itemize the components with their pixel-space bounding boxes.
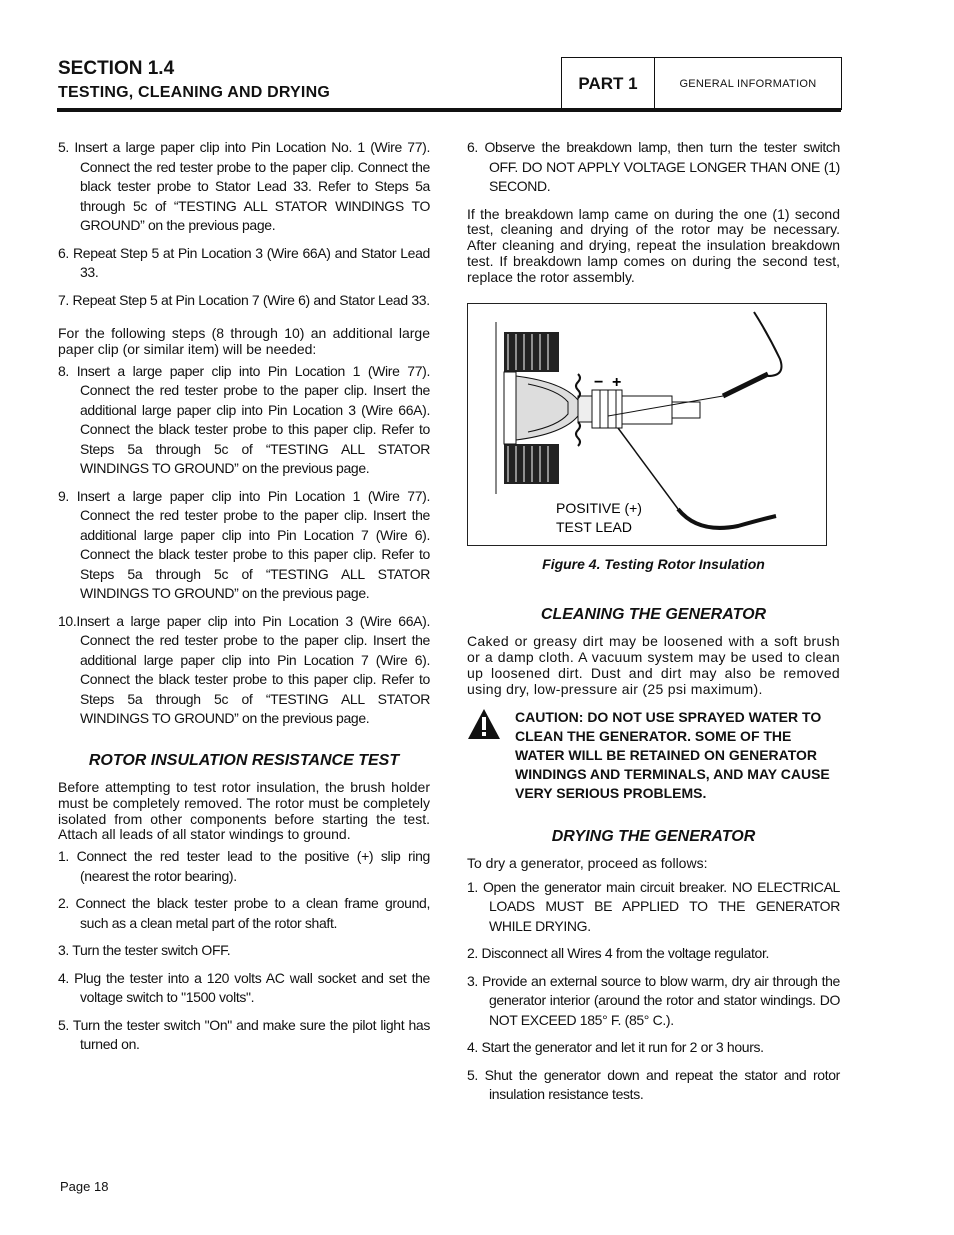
- list-item: 7. Repeat Step 5 at Pin Location 7 (Wire 6) and Stator Lead 33.: [58, 291, 430, 308]
- list-item: 1. Open the generator main circuit breaker. NO ELECTRICAL LOADS MUST BE APPLIED TO THE GENERATOR WHILE DRYING.: [467, 878, 840, 934]
- heading-rotor: ROTOR INSULATION RESISTANCE TEST: [88, 751, 400, 769]
- list-item: 9. Insert a large paper clip into Pin Location 1 (Wire 77). Connect the red tester probe to the paper clip. Insert the additional large paper clip into Pin Location 7 (Wire 6). Connect the black tester probe to this paper clip. Refer to Steps 5a through 5c of “TESTING ALL STATOR WINDINGS TO GROUND” on the previous page.: [58, 487, 430, 602]
- list-item: 2. Connect the black tester probe to a clean frame ground, such as a clean metal part of the rotor shaft.: [58, 895, 430, 931]
- caution-block: [467, 708, 840, 803]
- list-item: 10.Insert a large paper clip into Pin Location 3 (Wire 66A). Connect the red tester probe to the paper clip. Insert the additional large paper clip into Pin Location 7 (Wire 6). Connect the black tester probe to this paper clip. Refer to Steps 5a through 5c of “TESTING ALL STATOR WINDINGS TO GROUND” on the previous page.: [58, 612, 430, 727]
- list-item: 4. Start the generator and let it run for 2 or 3 hours.: [467, 1039, 764, 1056]
- list-item: 6. Repeat Step 5 at Pin Location 3 (Wire 66A) and Stator Lead 33.: [58, 244, 430, 280]
- paragraph: Caked or greasy dirt may be loosened with a soft brush or a damp cloth. A vacuum system may be used to clean up loosened dirt. Dust and dirt may also be removed using dry, low-pressure air (25 psi maximum).: [467, 633, 840, 697]
- figure-rotor-insulation: [467, 303, 827, 546]
- part-info: GENERAL INFORMATION: [679, 78, 817, 90]
- list-item: 6. Observe the breakdown lamp, then turn the tester switch OFF. DO NOT APPLY VOLTAGE LONGER THAN ONE (1) SECOND.: [467, 139, 840, 194]
- right-column: [467, 138, 840, 1113]
- heading-drying: DRYING THE GENERATOR: [551, 827, 756, 845]
- part-label: PART 1: [562, 58, 655, 110]
- section-title: SECTION 1.4: [58, 58, 175, 79]
- figure-label-line1: POSITIVE (+): [556, 500, 642, 517]
- list-item: 5. Turn the tester switch "On" and make sure the pilot light has turned on.: [58, 1016, 430, 1053]
- list-item: 8. Insert a large paper clip into Pin Location 1 (Wire 77). Connect the red tester probe to the paper clip. Insert the additional large paper clip into Pin Location 3 (Wire 66A). Connect the black tester probe to this paper clip. Refer to Steps 5a through 5c of “TESTING ALL STATOR WINDINGS TO GROUND” on the previous page.: [58, 362, 430, 477]
- paragraph: For the following steps (8 through 10) an additional large paper clip (or similar item) will be needed:: [58, 325, 430, 357]
- figure-label-line2: TEST LEAD: [556, 519, 632, 536]
- list-item: 2. Disconnect all Wires 4 from the voltage regulator.: [467, 945, 770, 962]
- list-item: 1. Connect the red tester lead to the positive (+) slip ring (nearest the rotor bearing).: [58, 848, 430, 884]
- plus-sign: +: [612, 374, 622, 392]
- left-column: [58, 138, 430, 1063]
- page-number: Page 18: [60, 1179, 109, 1194]
- paragraph: To dry a generator, proceed as follows:: [467, 855, 708, 872]
- warning-icon: [467, 708, 515, 803]
- list-item: 5. Shut the generator down and repeat the stator and rotor insulation resistance tests.: [467, 1066, 840, 1103]
- section-subtitle: TESTING, CLEANING AND DRYING: [58, 84, 330, 101]
- list-item: 3. Provide an external source to blow warm, dry air through the generator interior (around the rotor and stator windings. DO NOT EXCEED 185° F. (85° C.).: [467, 972, 840, 1028]
- list-item: 5. Insert a large paper clip into Pin Location No. 1 (Wire 77). Connect the red tester probe to the paper clip. Connect the black tester probe to Stator Lead 33. Refer to Steps 5a through 5c of “TESTING ALL STATOR WINDINGS TO GROUND” on the previous page.: [58, 139, 430, 233]
- list-item: 4. Plug the tester into a 120 volts AC wall socket and set the voltage switch to "1500 volts".: [58, 969, 430, 1006]
- figure-caption: Figure 4. Testing Rotor Insulation: [542, 556, 765, 573]
- list-item: 3. Turn the tester switch OFF.: [58, 942, 231, 959]
- heading-cleaning: CLEANING THE GENERATOR: [540, 605, 767, 623]
- section-header: [58, 58, 330, 102]
- caution-text: CAUTION: DO NOT USE SPRAYED WATER TO CLEAN THE GENERATOR. SOME OF THE WATER WILL BE RETAINED ON GENERATOR WINDINGS AND TERMINALS, AND MAY CAUSE VERY SERIOUS PROBLEMS.: [515, 708, 830, 801]
- part-box: [561, 57, 842, 110]
- header-rule: [57, 108, 841, 112]
- rotor-illustration: [468, 304, 826, 545]
- paragraph: If the breakdown lamp came on during the one (1) second test, cleaning and drying of the rotor may be necessary. After cleaning and drying, repeat the insulation breakdown test. If breakdown lamp comes on during the second test, replace the rotor assembly.: [467, 205, 840, 285]
- paragraph: Before attempting to test rotor insulation, the brush holder must be completely removed. The rotor must be completely isolated from other components before starting the test. Attach all leads of all stator windings to ground.: [58, 779, 430, 843]
- minus-sign: −: [594, 374, 604, 392]
